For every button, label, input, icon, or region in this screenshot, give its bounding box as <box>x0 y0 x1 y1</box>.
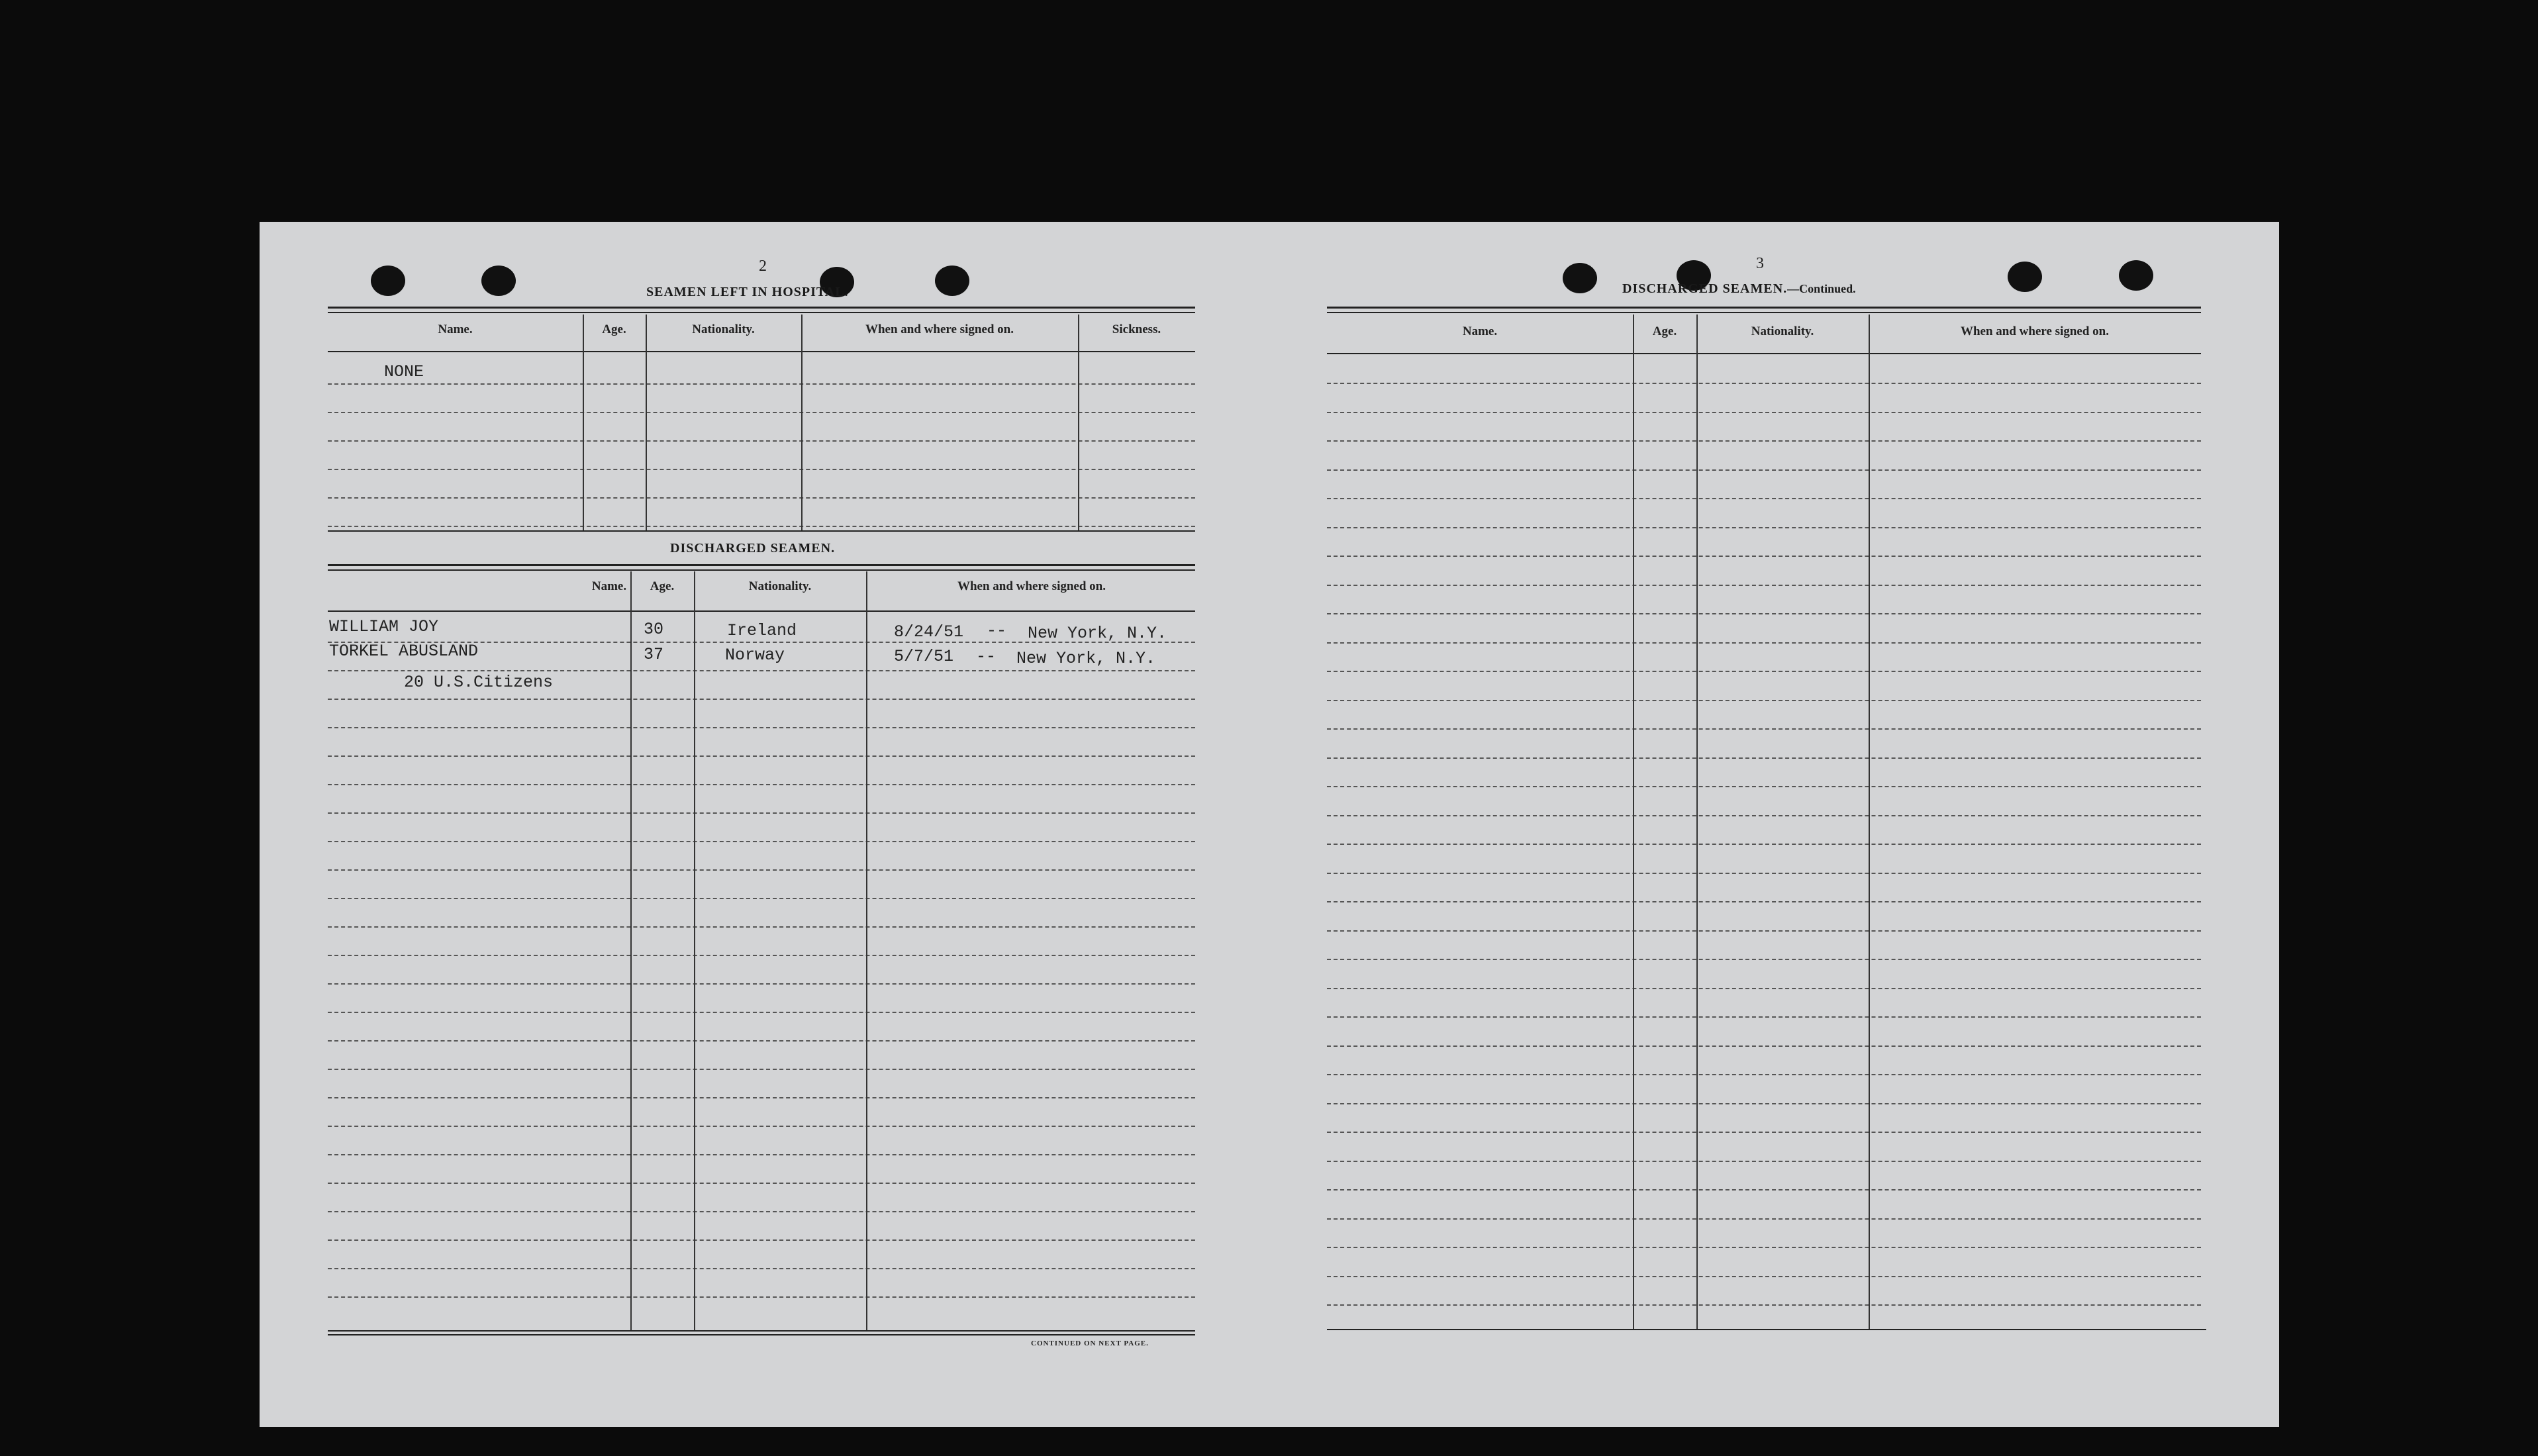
ruled-line <box>1327 844 2201 845</box>
ruled-line <box>1327 1103 2201 1104</box>
top-rule <box>1327 312 2201 313</box>
discharged-section-title: DISCHARGED SEAMEN. <box>670 541 836 556</box>
column-divider <box>646 315 647 530</box>
ruled-line <box>328 1183 1195 1184</box>
section-rule <box>328 530 1195 532</box>
col-header-nationality: Nationality. <box>1751 324 1814 338</box>
ruled-line <box>1327 930 2201 932</box>
ruled-line <box>1327 786 2201 787</box>
ruled-line <box>328 1040 1195 1042</box>
signed-date: 8/24/51 <box>894 622 964 642</box>
continued-title-suffix: —Continued. <box>1787 282 1856 295</box>
ruled-line <box>1327 700 2201 701</box>
seaman-age: 30 <box>644 620 664 639</box>
ruled-line <box>328 699 1195 700</box>
ruled-line <box>328 1097 1195 1098</box>
ruled-line <box>1327 613 2201 614</box>
ruled-line <box>328 784 1195 785</box>
ruled-line <box>328 869 1195 871</box>
page-number: 3 <box>1756 255 1764 272</box>
ruled-line <box>328 898 1195 899</box>
header-rule <box>1327 353 2201 354</box>
ledger-sheet <box>260 222 2279 1427</box>
punch-hole <box>481 266 516 296</box>
col-header-age: Age. <box>1652 324 1677 338</box>
ruled-line <box>328 1268 1195 1269</box>
page-number: 2 <box>759 258 767 275</box>
header-rule <box>328 610 1195 612</box>
ruled-line <box>328 1154 1195 1155</box>
col-header-nationality: Nationality. <box>692 322 755 336</box>
top-rule <box>1327 307 2201 309</box>
col-header-name: Name. <box>591 579 627 593</box>
ruled-line <box>328 670 1195 671</box>
ruled-line <box>1327 412 2201 413</box>
signed-date: 5/7/51 <box>894 647 954 666</box>
ruled-line <box>1327 440 2201 442</box>
col-header-signed-on: When and where signed on. <box>1960 324 2109 338</box>
ruled-line <box>328 841 1195 842</box>
section-rule <box>328 569 1195 571</box>
seaman-name: WILLIAM JOY <box>329 617 439 636</box>
ruled-line <box>328 926 1195 928</box>
ruled-line <box>1327 728 2201 730</box>
ruled-line <box>1327 556 2201 557</box>
section-rule <box>328 564 1195 566</box>
seaman-name: TORKEL ABUSLAND <box>329 642 479 661</box>
header-rule <box>328 351 1195 352</box>
ruled-line <box>328 440 1195 442</box>
column-divider <box>630 571 632 1330</box>
column-divider <box>1869 315 1870 1329</box>
punch-hole <box>935 266 969 296</box>
ruled-line <box>1327 527 2201 528</box>
ruled-line <box>328 955 1195 956</box>
col-header-name: Name. <box>1462 324 1498 338</box>
ruled-line <box>328 1239 1195 1241</box>
top-rule <box>328 312 1195 313</box>
column-divider <box>801 315 803 530</box>
col-header-sickness: Sickness. <box>1112 322 1161 336</box>
ruled-line <box>1327 383 2201 384</box>
seaman-nationality: Ireland <box>727 621 797 640</box>
punch-hole <box>2008 262 2042 292</box>
col-header-nationality: Nationality. <box>748 579 812 593</box>
ruled-line <box>328 469 1195 470</box>
col-header-age: Age. <box>650 579 675 593</box>
ruled-line <box>1327 1045 2201 1047</box>
signed-place: New York, N.Y. <box>1016 649 1156 668</box>
ruled-line <box>1327 757 2201 759</box>
ruled-line <box>328 1126 1195 1127</box>
top-rule <box>328 307 1195 309</box>
punch-hole <box>2119 260 2153 291</box>
ruled-line <box>1327 585 2201 586</box>
ruled-line <box>328 1012 1195 1013</box>
punch-hole <box>371 266 405 296</box>
citizens-note: 20 U.S.Citizens <box>404 673 554 692</box>
column-divider <box>694 571 695 1330</box>
col-header-signed-on: When and where signed on. <box>957 579 1106 593</box>
ruled-line <box>1327 1247 2201 1248</box>
col-header-signed-on: When and where signed on. <box>865 322 1014 336</box>
ruled-line <box>1327 1189 2201 1190</box>
ruled-line <box>1327 642 2201 644</box>
signed-place: New York, N.Y. <box>1028 624 1167 643</box>
bottom-rule <box>328 1330 1195 1332</box>
ruled-line <box>1327 959 2201 960</box>
seaman-age: 37 <box>644 645 664 664</box>
ruled-line <box>328 755 1195 757</box>
ruled-line <box>1327 1016 2201 1018</box>
ruled-line <box>328 1296 1195 1298</box>
ruled-line <box>328 812 1195 814</box>
ruled-line <box>328 1211 1195 1212</box>
signed-separator: -- <box>976 647 997 666</box>
ruled-line <box>1327 671 2201 672</box>
continued-title-main: DISCHARGED SEAMEN. <box>1622 281 1788 296</box>
ruled-line <box>1327 498 2201 499</box>
ruled-line <box>328 727 1195 728</box>
ruled-line <box>328 497 1195 499</box>
continued-footer: CONTINUED ON NEXT PAGE. <box>1031 1339 1149 1347</box>
column-divider <box>1633 315 1634 1329</box>
ruled-line <box>1327 1074 2201 1075</box>
ruled-line <box>1327 901 2201 902</box>
ruled-line <box>328 526 1195 527</box>
seaman-nationality: Norway <box>725 646 785 665</box>
ruled-line <box>328 1069 1195 1070</box>
ruled-line <box>1327 815 2201 816</box>
column-divider <box>866 571 867 1330</box>
ruled-line <box>328 983 1195 985</box>
hospital-entry-name: NONE <box>384 362 424 381</box>
continued-section-title <box>1622 281 1856 297</box>
bottom-rule <box>1327 1329 2206 1330</box>
ruled-line <box>1327 1276 2201 1277</box>
ruled-line <box>328 383 1195 385</box>
signed-separator: -- <box>987 621 1007 640</box>
column-divider <box>1696 315 1698 1329</box>
col-header-age: Age. <box>602 322 626 336</box>
ruled-line <box>1327 469 2201 471</box>
ruled-line <box>1327 1132 2201 1133</box>
column-divider <box>583 315 584 530</box>
col-header-name: Name. <box>438 322 473 336</box>
ruled-line <box>328 412 1195 413</box>
punch-hole <box>1563 263 1597 293</box>
ruled-line <box>1327 873 2201 874</box>
ruled-line <box>1327 1218 2201 1220</box>
column-divider <box>1078 315 1079 530</box>
bottom-rule <box>328 1334 1195 1335</box>
ruled-line <box>1327 1161 2201 1162</box>
hospital-section-title: SEAMEN LEFT IN HOSPITAL. <box>646 285 849 299</box>
ruled-line <box>1327 1304 2201 1306</box>
ruled-line <box>1327 988 2201 989</box>
